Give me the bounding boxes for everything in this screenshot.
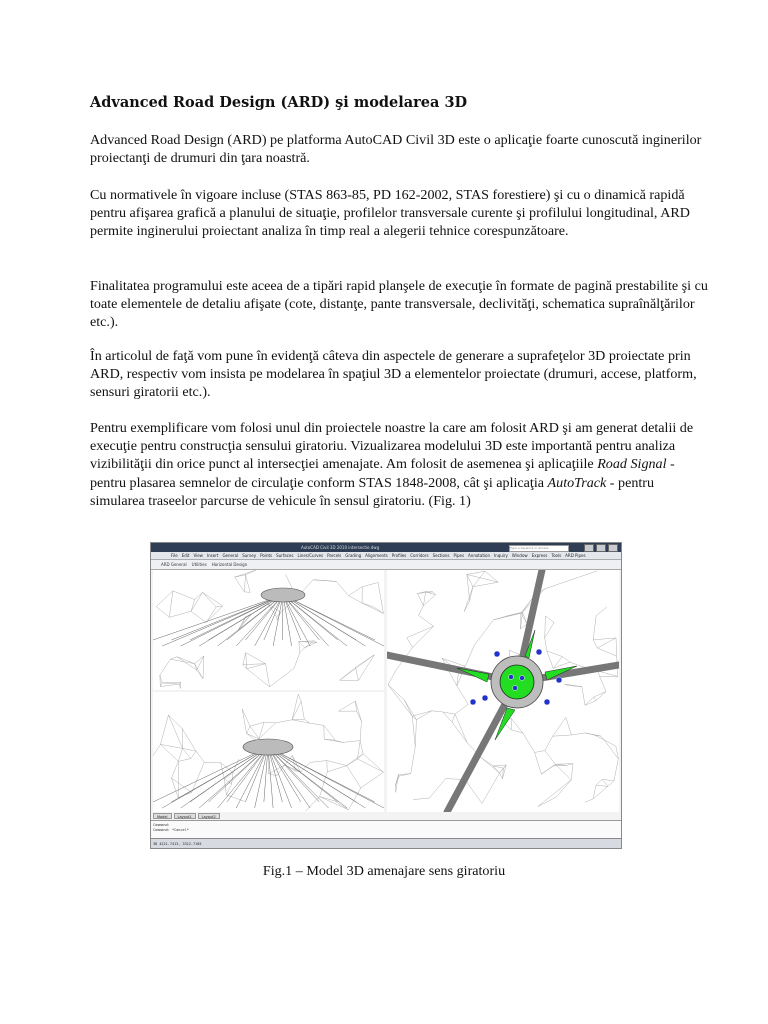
terrain-view-bottom	[153, 692, 384, 812]
paragraph-5	[90, 419, 710, 510]
menu-item-11[interactable]: Alignments	[365, 553, 388, 558]
menu-item-19[interactable]: Express	[531, 553, 548, 558]
status-bar	[151, 838, 621, 849]
paragraph-2: Cu normativele în vigoare incluse (STAS 863-85, PD 162-2002, STAS forestiere) şi cu o dinamică rapidă pentru afişarea grafică a planului de situaţie, profilelor transversale curente şi profilului longitudinal, ARD permite inginerului proiectant analiza în timp real a alegerii tehnice corespunzătoare.	[90, 187, 690, 240]
menu-item-0[interactable]: File	[171, 553, 178, 558]
document-title: Advanced Road Design (ARD) şi modelarea 3D	[90, 94, 468, 111]
menu-item-3[interactable]: Insert	[206, 553, 219, 558]
menu-item-15[interactable]: Pipes	[453, 553, 465, 558]
road-signal-name: Road Signal	[597, 456, 667, 473]
menu-bar	[151, 552, 621, 560]
menu-item-12[interactable]: Profiles	[391, 553, 407, 558]
viewport-3d-bottom-left[interactable]	[153, 692, 384, 812]
app-titlebar	[151, 543, 621, 552]
corridor-fan-top	[153, 595, 384, 646]
paragraph-1: Advanced Road Design (ARD) pe platforma AutoCAD Civil 3D este o aplicaţie foarte cunoscută inginerilor proiectanţi de drumuri din ţara noastră.	[90, 132, 702, 167]
minimize-icon[interactable]	[584, 544, 594, 552]
menu-item-7[interactable]: Surfaces	[276, 553, 294, 558]
command-history	[153, 823, 189, 833]
plan-view	[387, 570, 619, 812]
menu-item-14[interactable]: Sections	[432, 553, 450, 558]
figure-caption: Fig.1 – Model 3D amenajare sens giratoriu	[262, 863, 506, 879]
ard-toolbar	[151, 560, 621, 570]
roundabout-shape-top	[261, 588, 305, 602]
layout-tab-1[interactable]: Layout1	[174, 813, 196, 819]
menu-item-6[interactable]: Points	[260, 553, 273, 558]
autotrack-name: AutoTrack	[547, 474, 607, 491]
close-icon[interactable]	[608, 544, 618, 552]
command-line-2: Command: *Cancel*	[153, 828, 189, 832]
viewport-plan-right[interactable]	[387, 570, 619, 812]
app-title: AutoCAD Civil 3D 2010 intersectie.dwg	[301, 545, 380, 550]
menu-item-10[interactable]: Grading	[345, 553, 362, 558]
menu-item-9[interactable]: Parcels	[327, 553, 342, 558]
central-island	[500, 665, 534, 699]
paragraph-3: Finalitatea programului este aceea de a tipări rapid planşele de execuţie în formate de pagină prestabilite şi cu toate elementele de detaliu afişate (cote, distanţe, pante transversale, declivităţi, schematica supraînălţărilor etc.).	[90, 278, 708, 331]
menu-item-8[interactable]: Lines/Curves	[297, 553, 324, 558]
layout-tab-2[interactable]: Layout2	[198, 813, 220, 819]
layout-tab-0[interactable]: Model	[153, 813, 172, 819]
menu-item-16[interactable]: Annotation	[468, 553, 490, 558]
autocad-screenshot-figure	[150, 542, 622, 849]
menu-item-13[interactable]: Corridors	[410, 553, 429, 558]
menu-item-20[interactable]: Tools	[551, 553, 562, 558]
ard-toolbar-item-0[interactable]: ARD General	[161, 562, 187, 567]
menu-item-21[interactable]: ARD Pipes	[565, 553, 586, 558]
ard-toolbar-item-2[interactable]: Horizontal Design	[211, 562, 248, 567]
menu-item-1[interactable]: Edit	[181, 553, 190, 558]
menu-item-4[interactable]: General	[222, 553, 239, 558]
window-controls	[584, 544, 618, 552]
paragraph-5-text-b: - pentru plasarea semnelor de circulaţie conform STAS 1848-2008, cât şi aplicaţia	[90, 456, 675, 491]
menu-item-17[interactable]: Inquiry	[493, 553, 508, 558]
search-input[interactable]: Type a keyword or phrase	[509, 545, 569, 552]
command-line-1: Command:	[153, 823, 170, 827]
paragraph-5-text-c: - pentru simularea traseelor parcurse de vehicule în sensul giratoriu. (Fig. 1)	[90, 474, 655, 509]
ard-toolbar-item-1[interactable]: Utilities	[191, 562, 207, 567]
menu-item-2[interactable]: View	[193, 553, 203, 558]
layout-tabs	[153, 813, 619, 819]
viewport-3d-top-left[interactable]	[153, 570, 384, 690]
menu-item-5[interactable]: Survey	[242, 553, 257, 558]
corridor-fan-bottom	[153, 747, 384, 808]
menu-item-18[interactable]: Window	[511, 553, 528, 558]
terrain-view-top	[153, 570, 384, 690]
maximize-icon[interactable]	[596, 544, 606, 552]
roundabout-shape-bottom	[243, 739, 293, 755]
paragraph-5-text-a: Pentru exemplificare vom folosi unul din proiectele noastre la care am folosit ARD şi am generat detalii de execuţie pentru construcţia sensului giratoriu. Vizualizarea modelului 3D este importantă pentru analiza vizibilităţii din orice punct al intersecţiei amenajate. Am folosit de asemenea şi aplicaţiile	[90, 420, 694, 473]
coordinates-readout: 3D 4221.7413, 3312.7105	[153, 842, 202, 846]
command-line[interactable]	[151, 820, 621, 839]
paragraph-4: În articolul de faţă vom pune în evidenţă câteva din aspectele de generare a suprafeţelor 3D proiectate prin ARD, respectiv vom insista pe modelarea în spaţiul 3D a elementelor proiectate (drumuri, accese, platform, sensuri giratorii etc.).	[90, 348, 697, 401]
